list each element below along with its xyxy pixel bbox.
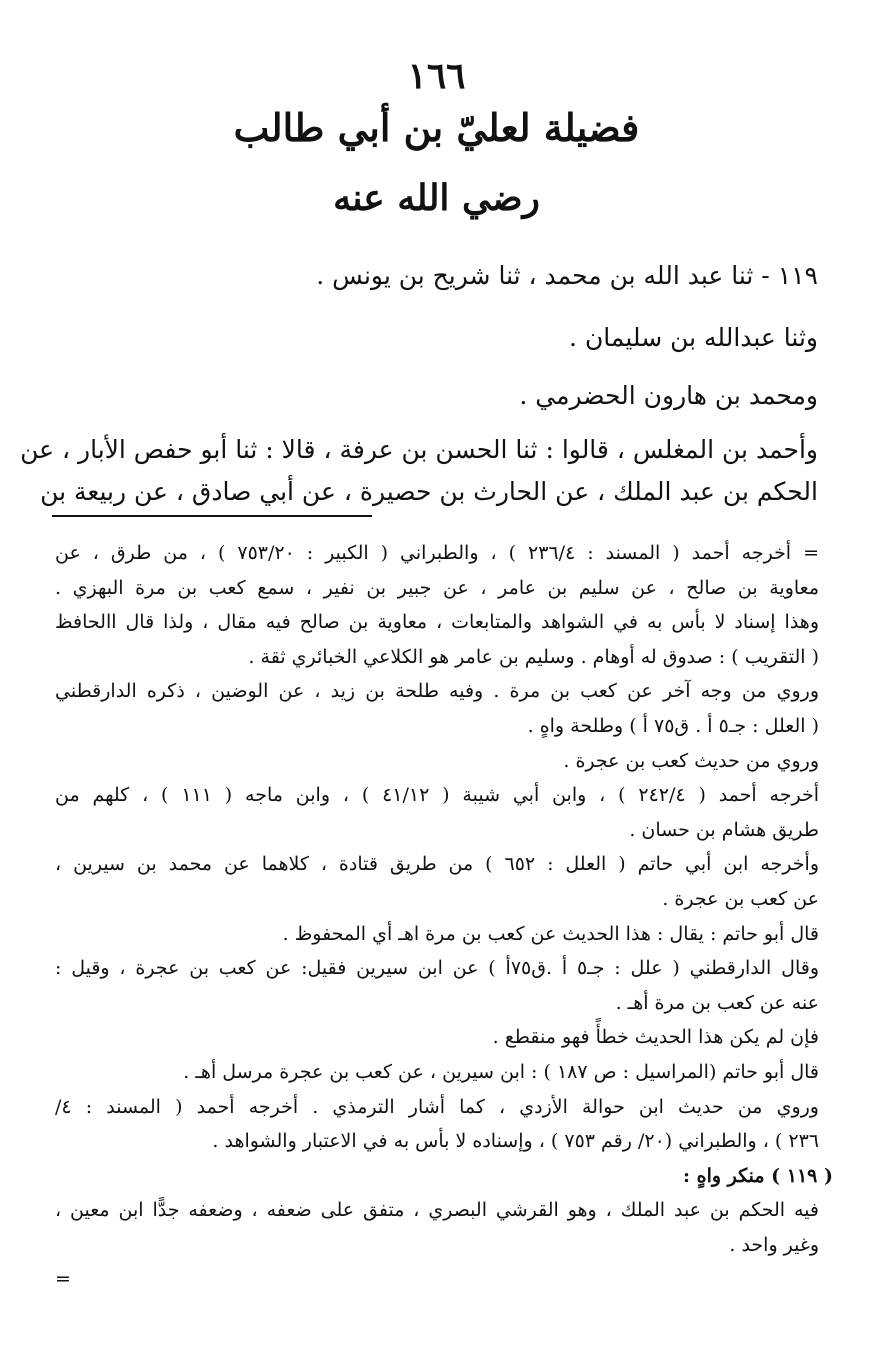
chapter-title: فضيلة لعليّ بن أبي طالب — [233, 105, 640, 150]
footnote-heading: ( ١١٩ ) منكر واهٍ : — [683, 1164, 833, 1187]
footnote-line: فيه الحكم بن عبد الملك ، وهو القرشي البصري ، متفق على ضعفه ، وضعفه جدًّا ابن معين ، — [55, 1199, 819, 1222]
footnote-line: أخرجه أحمد ( ٢٤٢/٤ ) ، وابن أبي شيبة ( ٤١/١٢ ) ، وابن ماجه ( ١١١ ) ، كلهم من — [55, 784, 819, 807]
footnote-line: = أخرجه أحمد ( المسند : ٢٣٦/٤ ) ، والطبراني ( الكبير : ٧٥٣/٢٠ ) ، من طرق ، عن — [55, 542, 819, 564]
footnote-line: ( العلل : جـ٥ أ . ق٧٥ أ ) وطلحة واهٍ . — [527, 714, 819, 737]
footnote-line: وروي من حديث كعب بن عجرة . — [563, 749, 819, 772]
footnote-line: ( التقريب ) : صدوق له أوهام . وسليم بن عامر هو الكلاعي الخبائري ثقة . — [248, 645, 819, 668]
footnote-line: فإن لم يكن هذا الحديث خطأً فهو منقطع . — [492, 1026, 819, 1049]
footnote-line: وغير واحد . — [729, 1233, 819, 1256]
footnote-line: عن كعب بن عجرة . — [662, 887, 819, 910]
hadith-line: ١١٩ - ثنا عبد الله بن محمد ، ثنا شريح بن يونس . — [316, 261, 818, 290]
footnote-separator — [52, 515, 372, 517]
hadith-line: وثنا عبدالله بن سليمان . — [569, 323, 818, 352]
chapter-number: ١٦٦ — [407, 55, 466, 97]
footnote-line: وروي من حديث ابن حوالة الأزدي ، كما أشار الترمذي . أخرجه أحمد ( المسند : ٤/ — [55, 1095, 819, 1118]
footnotes — [55, 536, 833, 1297]
hadith-line: الحكم بن عبد الملك ، عن الحارث بن حصيرة ، عن أبي صادق ، عن ربيعة بن — [40, 477, 818, 506]
footnote-line: وأخرجه ابن أبي حاتم ( العلل : ٦٥٢ ) من طريق قتادة ، كلاهما عن محمد بن سيرين ، — [55, 853, 819, 876]
hadith-line: وأحمد بن المغلس ، قالوا : ثنا الحسن بن عرفة ، قالا : ثنا أبو حفص الأبار ، عن — [20, 435, 818, 464]
footnote-line: قال أبو حاتم : يقال : هذا الحديث عن كعب بن مرة اهـ أي المحفوظ . — [282, 922, 819, 945]
footnote-line: قال أبو حاتم (المراسيل : ص ١٨٧ ) : ابن سيرين ، عن كعب بن عجرة مرسل أهـ . — [183, 1060, 819, 1083]
chapter-subtitle: رضي الله عنه — [333, 177, 540, 219]
footnote-line: وروي من وجه آخر عن كعب بن مرة . وفيه طلحة بن زيد ، عن الوضين ، ذكره الدارقطني — [55, 680, 819, 703]
footnote-line: ٢٣٦ ) ، والطبراني (٢٠/ رقم ٧٥٣ ) ، وإسناده لا بأس به في الاعتبار والشواهد . — [212, 1130, 819, 1153]
footnote-line: عنه عن كعب بن مرة أهـ . — [615, 991, 819, 1014]
footnote-line: طريق هشام بن حسان . — [629, 818, 819, 841]
hadith-paragraph — [20, 430, 818, 514]
hadith-line: ومحمد بن هارون الحضرمي . — [519, 381, 818, 410]
footnote-line: وهذا إسناد لا بأس به في الشواهد والمتابعات ، معاوية بن صالح فيه مقال ، ولذا قال االحافظ — [55, 611, 819, 634]
continuation-mark: = — [55, 1268, 71, 1291]
footnote-line: وقال الدارقطني ( علل : جـ٥ أ .ق٧٥أ ) عن ابن سيرين فقيل: عن كعب بن عجرة ، وقيل : — [55, 957, 819, 980]
footnote-line: معاوية بن صالح ، عن سليم بن عامر ، عن جبير بن نفير ، سمع كعب بن مرة البهزي . — [55, 576, 819, 599]
